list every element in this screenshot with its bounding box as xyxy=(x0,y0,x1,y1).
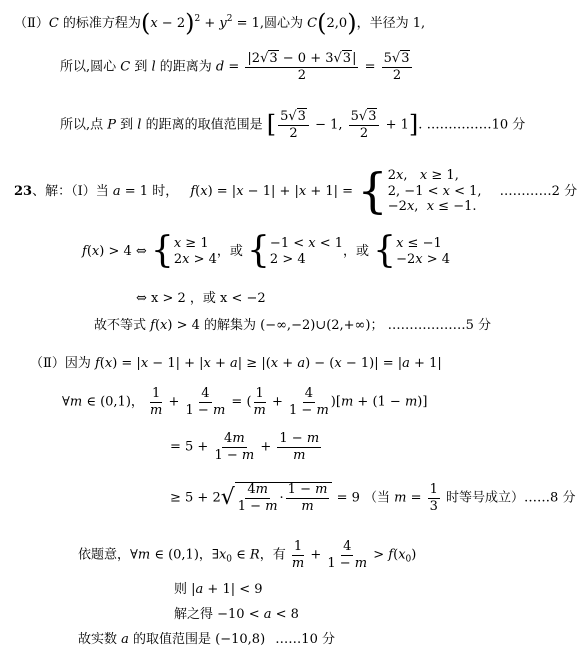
q23-expand-line: = 5 + $\frac{4m}{1 - m}$ + $\frac{1 - m}{m}$ xyxy=(170,431,320,463)
score-10-b: ……10 分 xyxy=(275,632,335,647)
q23-meaning-line: 依题意，∀m ∈ (0,1)，$\exists x_0$ ∈ R，有 $\frac{1}{m}$ + $\frac{4}{1 - m}$ > $f(x_0)$ xyxy=(78,539,417,571)
q23-equiv: ⇔ x > 2 ，或 x < −2 xyxy=(136,291,266,306)
sec22-part2-line1: （Ⅱ）C 的标准方程为$(x - 2)^2 + y^2 = 1$,圆心为 C(2,0)，半径为 1, xyxy=(14,9,426,37)
sec22-range-line: 所以,点 P 到 l 的距离的取值范围是 [ $\frac{5√3}{2}$ − 1, $\frac{5√3}{2}$ + 1]. ……………10 分 xyxy=(60,109,526,141)
q23-forall-line: ∀m ∈ (0,1)， $\frac{1}{m}$ + $\frac{4}{1 - m}$ = ( $\frac{1}{m}$ + $\frac{4}{1 - m}$ )[m + (1 − m)] xyxy=(62,386,428,418)
q23-part2-intro: （Ⅱ）因为 f(x) = |x − 1| + |x + a| ≥ |(x + a) − (x − 1)| = |a + 1| xyxy=(30,356,442,371)
q23-solution: 故不等式 f(x) > 4 的解集为 (−∞,−2)∪(2,+∞)； ………………5 分 xyxy=(94,318,492,333)
score-5: ………………5 分 xyxy=(387,318,492,333)
score-10-a: ……………10 分 xyxy=(426,117,526,133)
q23-amgm-line: ≥ 5 + 2√ $\frac{4m}{1 - m}$ · $\frac{1 - m}{m}$ = 9 （当 m = $\frac{1}{3}$ 时等号成立）……8 分 xyxy=(170,482,576,514)
q23-then-line: 则 |a + 1| < 9 xyxy=(174,582,263,597)
q23-final-line: 故实数 a 的取值范围是 (−10,8) ……10 分 xyxy=(78,632,335,647)
score-2: …………2 分 xyxy=(499,183,577,199)
sec22-distance-line: 所以,圆心 C 到 l 的距离为 d = $\frac{|2√3 - 0 + 3√3|}{2}$ = $\frac{5√3}{2}$ xyxy=(60,52,414,82)
q23-part1: 23、解：（Ⅰ）当 a = 1 时， f(x) = |x − 1| + |x + 1| = { 2x, x ≥ 1, 2, −1 < x < 1, −2x, x ≤ −1. …………2 分 xyxy=(14,163,577,220)
q23-ineq-cases: f(x) > 4 ⇔ { x ≥ 1 2x > 4 ，或 { −1 < x < 1 2 > 4 ，或 { x ≤ −1 −2x > 4 xyxy=(82,230,451,272)
q23-solve-line: 解之得 −10 < a < 8 xyxy=(174,607,299,622)
